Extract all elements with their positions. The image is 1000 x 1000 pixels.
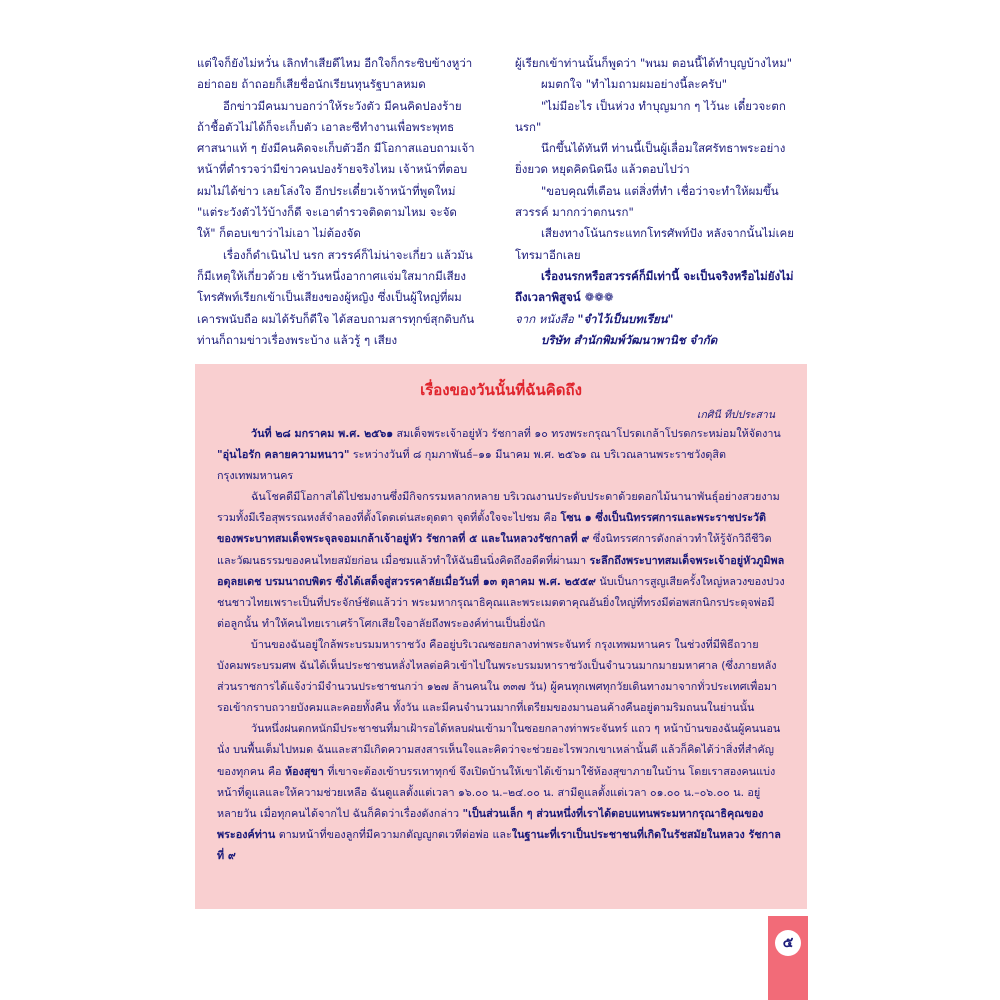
box-paragraph-1 [217,423,785,486]
source-prefix: จาก หนังสือ [515,311,578,326]
box-text-run: โซน ๑ ซึ่งเป็นนิทรรศการและพระราชประวัติของพระบาทสมเด็จพระจุลจอมเกล้าเจ้าอยู่หัว รัชกาลที่ ๕ และในหลวงรัชกาลที่ ๙ [217,511,767,546]
box-text-run: ในฐานะที่เราเป็นประชาชนที่เกิดในรัชสมัยในหลวง รัชกาลที่ ๙ [217,827,781,862]
right-para-4: นึกขึ้นได้ทันที ท่านนี้เป็นผู้เลื่อมใสศรัทธาพระอย่างยิ่งยวด หยุดคิดนิดนึง แล้วตอบไปว่า [515,141,786,177]
right-para-conclusion: เรื่องนรกหรือสวรรค์ก็มีเท่านี้ จะเป็นจริงหรือไม่ยังไม่ถึงเวลาพิสูจน์ ❁❁❁ [515,268,794,305]
box-text-run: ตามหน้าที่ของลูกที่มีความกตัญญูกตเวทีต่อพ่อ และ [275,827,512,841]
box-text-run: ห้องสุขา [284,764,324,778]
box-text-run: วันหนึ่งฝนตกหนักมีประชาชนที่มาเฝ้ารอได้หลบฝนเข้ามาในซอยกลางท่าพระจันทร์ แถว ๆ หน้าบ้านของฉันผู้คนนอน นั่ง บนพื้นเต็มไปหมด ฉันและสามีเกิดความสงสารเห็นใจและคิดว่าจะช่วยอะไรพวกเขาเหล่านั้นดี แล้วก็คิดได้ว่าสิ่งที่สำคัญของทุกคน คือ [217,722,781,778]
box-paragraph-2 [217,486,785,634]
source-line [515,309,803,330]
box-author: เกศินี ทีปประสาน [696,409,775,421]
box-text-run: ฉันโชคดีมีโอกาสได้ไปชมงานซึ่งมีกิจกรรมหลากหลาย บริเวณงานประดับประดาด้วยดอกไม้นานาพันธุ์อย่างสวยงาม รวมทั้งมีเรือสุพรรณหงส์จำลองที่ตั้งโดดเด่นสะดุดตา จุดที่ตั้งใจจะไปชม คือ [217,490,780,525]
box-text-run: นับเป็นการสูญเสียครั้งใหญ่หลวงของปวงชนชาวไทยเพราะเป็นที่ประจักษ์ชัดแล้วว่า พระมหากรุณาธิคุณและพระเมตตาคุณอันยิ่งใหญ่ที่ทรงมีต่อพสกนิกรประดุจพ่อมีต่อลูกนั้น ทำให้คนไทยเราเศร้าโศกเสียใจอาลัยถึงพระองค์ท่านเป็นยิ่งนัก [217,574,785,630]
publisher-line: บริษัท สำนักพิมพ์วัฒนาพานิช จำกัด [541,332,718,347]
box-text-run: สมเด็จพระเจ้าอยู่หัว รัชกาลที่ ๑๐ ทรงพระกรุณาโปรดเกล้าโปรดกระหม่อมให้จัดงาน [393,427,781,440]
box-title: เรื่องของวันนั้นที่ฉันคิดถึง [420,381,582,399]
box-text-run: บ้านของฉันอยู่ใกล้พระบรมมหาราชวัง คืออยู่บริเวณซอยกลางท่าพระจันทร์ กรุงเทพมหานคร ในช่วงที่มีพิธีถวายบังคมพระบรมศพ ฉันได้เห็นประชาชนหลั่งไหลต่อคิวเข้าไปในพระบรมมหาราชวังเป็นจำนวนมากมายมหาศาล (ซึ่งภายหลังส่วนราชการได้แจ้งว่ามีจำนวนประชาชนกว่า ๑๒๗ ล้านคนใน ๓๓๗ วัน) ผู้คนทุกเพศทุกวัยเดินทางมาจากทั่วประเทศเพื่อมารอเข้ากราบถวายบังคมและคอยทั้งคืน ทั้งวัน และมีคนจำนวนมากที่เตรียมของมานอนค้างคืนอยู่ตามริมถนนในย่านนั้น [217,637,778,715]
box-text-run: ที่เขาจะต้องเข้าบรรเทาทุกข์ จึงเปิดบ้านให้เขาได้เข้ามาใช้ห้องสุขาภายในบ้าน โดยเราสองคนแบ่งหน้าที่ดูแลและให้ความช่วยเหลือ ฉันดูแลตั้งแต่เวลา ๑๖.๐๐ น.–๒๔.๐๐ น. สามีดูแลตั้งแต่เวลา ๐๑.๐๐ น.–๐๖.๐๐ น. อยู่หลายวัน เมื่อทุกคนได้จากไป ฉันก็คิดว่าเรื่องดังกล่าว [217,764,776,820]
right-para-1: ผู้เรียกเข้าท่านนั้นก็พูดว่า "พนม ตอนนี้ได้ทำบุญบ้างไหม" [515,56,793,70]
right-para-2: ผมตกใจ "ทำไมถามผมอย่างนี้ละครับ" [541,77,728,92]
page-tab [768,916,808,1000]
left-para-2: อีกข่าวมีคนมาบอกว่าให้ระวังตัว มีคนคิดปองร้าย ถ้าชื้อตัวไม่ได้ก็จะเก็บตัว เอาละซีทำงานเพื่อพระพุทธศาสนาแท้ ๆ ยังมีคนคิดจะเก็บตัวอีก มีโอกาสแอบถามเจ้าหน้าที่ตำรวจว่ามีข่าวคนปองร้ายจริงไหม เจ้าหน้าที่ตอบผมไม่ได้ข่าว เลยโล่งใจ อีกประเดี๋ยวเจ้าหน้าที่พูดใหม่ "แต่ระวังตัวไว้บ้างก็ดี จะเอาตำรวจติดตามไหม จะจัดให้" ก็ตอบเขาว่าไม่เอา ไม่ต้องจัด [197,98,475,241]
right-para-6: เสียงทางโน้นกระแทกโทรศัพท์ปัง หลังจากนั้นไม่เคยโทรมาอีกเลย [515,226,794,262]
source-book: "จำไว้เป็นบทเรียน" [577,311,674,326]
box-text-run: ซึ่งนิทรรศการดังกล่าวทำให้รู้จักวิถีชีวิตและวัฒนธรรมของคนไทยสมัยก่อน เมื่อชมแล้วทำให้ฉันยืนนิ่งคิดถึงอดีตที่ผ่านมา [217,532,772,567]
page-number: ๕ [775,930,801,956]
left-column [197,53,475,351]
right-column [515,53,803,351]
left-para-3: เรื่องก็ดำเนินไป นรก สวรรค์ก็ไม่น่าจะเกี่ยว แล้วมันก็มีเหตุให้เกี่ยวด้วย เช้าวันหนึ่งอากาศแจ่มใสมากมีเสียงโทรศัพท์เรียกเข้าเป็นเสียงของผู้หญิง ซึ่งเป็นผู้ใหญ่ที่ผมเคารพนับถือ ผมได้รับก็ดีใจ ได้สอบถามสารทุกข์สุกดิบกัน ท่านก็ถามข่าวเรื่องพระบ้าง แล้วรู้ ๆ เสียง [197,247,475,347]
box-text-run: "อุ่นไอรัก คลายความหนาว" [217,448,350,462]
box-paragraph-4 [217,718,785,866]
box-body [217,423,785,866]
left-para-1: แต่ใจก็ยังไม่หวั่น เลิกทำเสียดีไหม อีกใจก็กระซิบข้างหูว่าอย่าถอย ถ้าถอยก็เสียชื่อนักเรียนทุนรัฐบาลหมด [197,56,473,92]
box-text-run: ระลึกถึงพระบาทสมเด็จพระเจ้าอยู่หัวภูมิพลอดุลยเดช บรมนาถบพิตร ซึ่งได้เสด็จสู่สวรรคาลัยเมื่อวันที่ ๑๓ ตุลาคม พ.ศ. ๒๕๕๙ [217,553,785,588]
right-para-5: "ขอบคุณที่เตือน แต่สิ่งที่ทำ เชื่อว่าจะทำให้ผมขึ้นสวรรค์ มากกว่าตกนรก" [515,183,779,220]
box-paragraph-3 [217,634,785,718]
right-para-3: "ไม่มีอะไร เป็นห่วง ทำบุญมาก ๆ ไว้นะ เดี๋ยวจะตกนรก" [515,98,786,134]
box-text-run: "เป็นส่วนเล็ก ๆ ส่วนหนึ่งที่เราได้ตอบแทนพระมหากรุณาธิคุณของพระองค์ท่าน [217,806,764,841]
box-text-run: ระหว่างวันที่ ๘ กุมภาพันธ์–๑๑ มีนาคม พ.ศ. ๒๕๖๑ ณ บริเวณลานพระราชวังดุสิต กรุงเทพมหานคร [217,448,727,483]
feature-box [195,364,807,909]
box-text-run: วันที่ ๒๘ มกราคม พ.ศ. ๒๕๖๑ [251,427,394,440]
